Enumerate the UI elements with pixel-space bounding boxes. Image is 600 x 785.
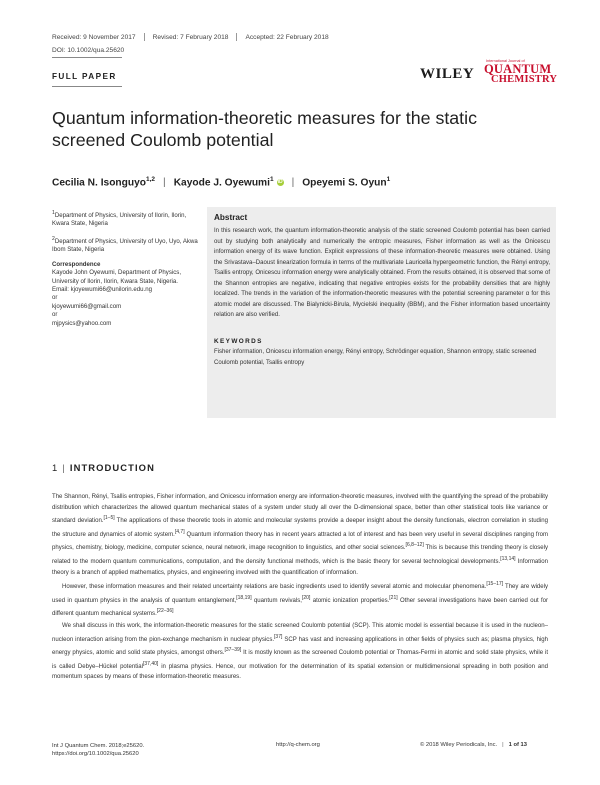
journal-logo [420,59,558,89]
paragraph: The Shannon, Rényi, Tsallis entropies, Fisher information, and Onicescu information energy are information-theoretic measures, involved with the quantifying the spread of the probability distribution which characterizes the allowed quantum mechanical states of a system under study all over the D-dimensional space, better than other statistical tools like variance or standard deviation.[1–5] The applications of these theoretic tools in atomic and molecular systems provide a deeper insight about the density functionals, electron correlation in studing the structure and dynamics of atomic system.[4,7] Quantum information theory has in recent years attracted a lot of interest and has been very useful in several disciplines ranging from physics, chemistry, biology, medicine, computer science, neural network, image recognition to linguistics, and other social sciences.[6,8–12] This is because this trending theory is closely related to the modern quantum communications, computation, and the density functional methods, which is the basic theory for several technological developments.[13,14] Information theory is a branch of applied mathematics, physics, and engineering involved with the quantification of information. [52,494,549,576]
abstract-box [207,207,556,418]
email-link[interactable]: Email: kjoyewumi66@unilorin.edu.ng [52,285,153,293]
keywords-heading: KEYWORDS [214,338,263,345]
author-affiliation-sup: 1 [386,176,391,183]
divider [52,57,122,58]
footer-site-link[interactable]: http://q-chem.org [276,742,320,748]
citation-link[interactable]: [37,40] [142,660,159,667]
copyright: © 2018 Wiley Periodicals, Inc. [420,742,498,748]
citation-link[interactable]: [22–36] [156,608,174,615]
author-name[interactable]: Opeyemi S. Oyun [302,177,387,189]
divider [52,86,122,87]
citation-link[interactable]: [6,8–12] [405,542,424,549]
author-affiliation-sup: 1,2 [145,176,156,183]
citation-link[interactable]: [21] [389,594,398,601]
author-affiliation-sup: 1 [269,176,274,183]
email-link[interactable]: kjoyewumi66@gmail.com [52,302,122,310]
article-dates [52,33,329,41]
footer-right: © 2018 Wiley Periodicals, Inc. | 1 of 13 [420,742,527,748]
abstract-heading: Abstract [214,213,248,222]
citation-link[interactable]: [37] [274,633,283,640]
affiliation: $^2$Department of Physics, University of Uyo, Uyo, Akwa Ibom State, Nigeria [52,235,198,254]
journal-logo-quantum: QUANTUM [484,62,552,76]
citation-link[interactable]: [15–17] [486,581,504,588]
footer-doi-link[interactable]: https://doi.org/10.1002/qua.25620 [52,751,139,757]
section-heading: 1 | INTRODUCTION [52,462,155,473]
body-text [52,492,548,684]
author-list: Cecilia N. Isonguyo$^{1,2}$ | Kayode J. Oyewumi$^1$ iD | Opeyemi S. Oyun$^1$ [52,176,391,189]
received-date: Received: 9 November 2017 [52,33,136,41]
paper-type: FULL PAPER [52,72,117,81]
article-title: Quantum information-theoretic measures for the static screened Coulomb potential [52,108,477,150]
or-text: or [52,294,58,302]
affiliation: $^1$Department of Physics, University of Ilorin, Ilorin, Kwara State, Nigeria [52,210,187,228]
citation-link[interactable]: [37–39] [224,647,242,654]
revised-date: Revised: 7 February 2018 [152,33,229,41]
author-name[interactable]: Cecilia N. Isonguyo [52,177,146,189]
citation-link[interactable]: [20] [301,594,311,601]
footer-journal: Int J Quantum Chem. 2018;e25620. [52,743,145,749]
paragraph: We shall discuss in this work, the information-theoretic measures for the static screened Coulomb potential (SCP). This atomic model is essential because it is used in the nucleon–nucleon interaction arising from the pion-exchange mechanism in nuclear physics.[37] SCP has vast and increasing applications in other fields of physics such as; plasma physics, high energy physics, atomic and solid state physics, amongst others.[37–39] It is mostly known as the screened Coulomb potential or Thomas-Fermi in atomic and solid state physics, while it is called Debye–Hückel potential[37,40] in plasma physics. Hence, our motivation for the determination of its spatial extension or multidimensional spreading in both position and momentum spaces by means of these information-theoretic measures. [52,623,548,681]
affiliations-column [52,209,200,328]
or-text: or [52,311,58,319]
journal-logo-subtitle: International Journal of [486,59,525,63]
paragraph: However, these information measures and their related uncertainty relations are basic ingredients used to identify several atomic and molecular phenomena.[15–17] They are widely used in quantum physics in the analysis of quantum entanglement,[18,19] quantum revivals,[20] atomic ionization properties.[21] Other several investigations have been carried out for different quantum mechanical systems.[22–36] [52,581,548,618]
orcid-icon[interactable]: iD [277,179,283,186]
section-number: 1 [52,462,59,473]
citation-link[interactable]: [4,7] [174,528,185,535]
correspondence-heading: Correspondence [52,260,101,268]
accepted-date: Accepted: 22 February 2018 [245,33,329,41]
publisher-logo: WILEY [420,66,475,82]
section-title: INTRODUCTION [69,462,155,473]
correspondence-text: Kayode John Oyewumi, Department of Physics, University of Ilorin, Ilorin, Kwara State, Nigeria. [52,269,182,285]
journal-logo-chemistry: CHEMISTRY [491,74,558,85]
citation-link[interactable]: [1–5] [103,515,115,522]
doi[interactable]: DOI: 10.1002/qua.25620 [52,47,125,54]
footer-citation [52,742,144,758]
page-number: 1 of 13 [508,742,527,748]
author-name[interactable]: Kayode J. Oyewumi [173,177,270,189]
citation-link[interactable]: [13,14] [500,556,516,563]
abstract-text: In this research work, the quantum information-theoretic analysis of the static screened Coulomb potential has been carried out by studying both analytically and numerically the entropic measures, Fisher information as well as the Onicescu information energy of its wave function. Explicit expressions of these information-theoretic measures were obtained. Using the Srivastava–Daoust linearization formula in terms of the multivariate Lauricella hypergeometric function, the Rényi entropy, Tsallis entropy, Onicescu information energy were analytically obtained. From the results obtained, it is observed that some of the Shannon entropies are negative, indicating that negative entropies exists for the probability densities that are highly localized. The trends in the variation of the information-theoretic measures with the potential screening parameter α for this atomic model are discussed. The Bialynicki-Birula, Mycielski inequality (BBM), and the Fisher information based uncertainty relation are also verified. [214,228,550,319]
keywords-text: Fisher information, Onicescu information energy, Rényi entropy, Schrödinger equation, Shannon entropy, static screened Coulomb potential, Tsallis entropy [214,349,537,366]
citation-link[interactable]: [18,19] [236,594,252,601]
email-link[interactable]: mjpysics@yahoo.com [52,319,112,327]
